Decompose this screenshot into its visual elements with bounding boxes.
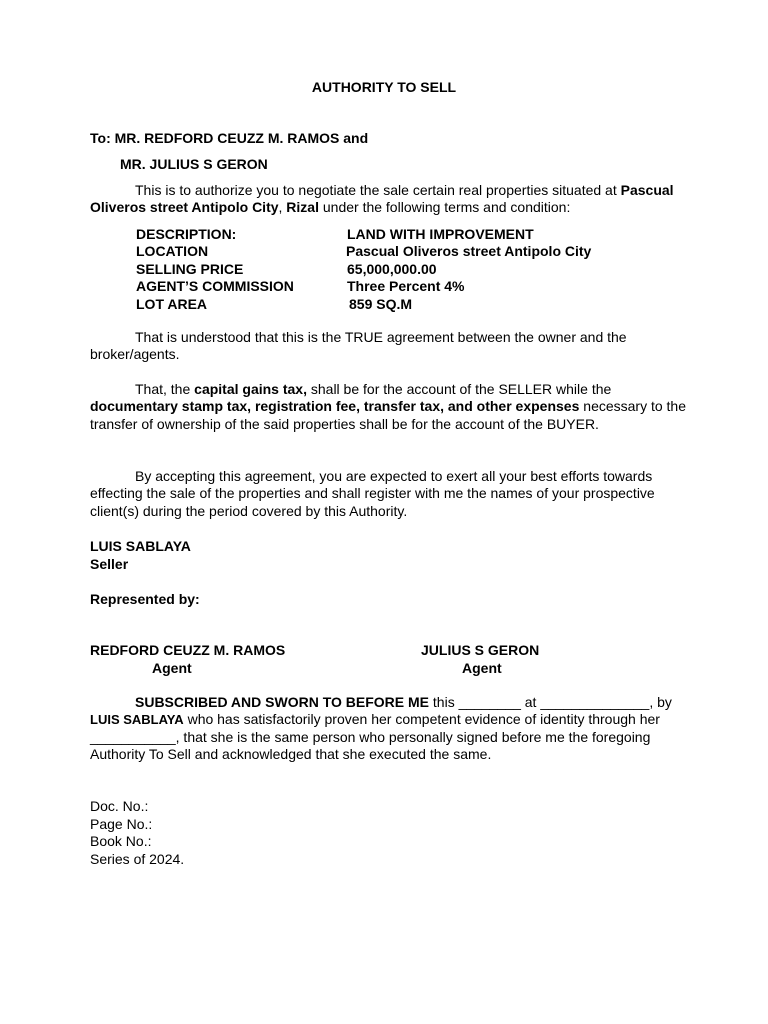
sworn-text-2: who has satisfactorily proven her competent evidence of identity through her ___________, that she is the same person who personally signed before me the foregoing Authority To Sell and acknowledged that she executed the same. (90, 711, 660, 763)
term-label-lot-area: LOT AREA (136, 296, 208, 312)
term-value-lot-area: 859 SQ.M (349, 296, 413, 312)
term-label-selling-price: SELLING PRICE (136, 261, 244, 277)
intro-paragraph (90, 182, 690, 217)
intro-comma: , (278, 199, 287, 216)
agent1-role: Agent (152, 660, 192, 676)
agent2-name: JULIUS S GERON (421, 642, 540, 658)
addressee-line-1: To: MR. REDFORD CEUZZ M. RAMOS and (90, 130, 369, 146)
term-value-commission: Three Percent 4% (347, 278, 465, 294)
sworn-text-1: this ________ at ______________, by (429, 694, 672, 710)
agent2-role: Agent (462, 660, 502, 676)
seller-role: Seller (90, 556, 129, 572)
book-no-label: Book No.: (90, 833, 152, 849)
page-no-label: Page No.: (90, 816, 153, 832)
tax-text-3: necessary to the transfer of ownership of the said properties shall be for the account of the BUYER. (90, 398, 687, 432)
document-title: AUTHORITY TO SELL (311, 79, 457, 95)
series-label: Series of 2024. (90, 851, 185, 867)
accept-paragraph: By accepting this agreement, you are expected to exert all your best efforts towards effecting the sale of the properties and shall register with me the names of your prospective client(s) during the period covered by this Authority. (90, 468, 655, 519)
term-label-location: LOCATION (136, 243, 209, 259)
sworn-paragraph (90, 694, 690, 764)
sworn-heading: SUBSCRIBED AND SWORN TO BEFORE ME (135, 694, 430, 710)
term-value-location: Pascual Oliveros street Antipolo City (346, 243, 592, 259)
tax-text-2: shall be for the account of the SELLER while the (306, 381, 612, 397)
sworn-seller-name: LUIS SABLAYA (90, 712, 184, 728)
intro-text-2: under the following terms and condition: (318, 199, 571, 216)
intro-province: Rizal (286, 199, 319, 216)
intro-location: Pascual Oliveros street Antipolo City (90, 182, 674, 216)
agent1-name: REDFORD CEUZZ M. RAMOS (90, 642, 286, 658)
term-value-description: LAND WITH IMPROVEMENT (347, 226, 534, 242)
true-agreement-paragraph: That is understood that this is the TRUE agreement between the owner and the broker/agents. (90, 329, 627, 363)
addressee-line-2: MR. JULIUS S GERON (120, 156, 268, 172)
tax-buyer-expenses: documentary stamp tax, registration fee, transfer tax, and other expenses (90, 398, 580, 415)
term-value-selling-price: 65,000,000.00 (347, 261, 437, 277)
tax-text-1: That, the (135, 381, 195, 397)
seller-name: LUIS SABLAYA (90, 538, 191, 554)
intro-text-1: This is to authorize you to negotiate the sale certain real properties situated at (135, 182, 621, 198)
tax-paragraph (90, 381, 690, 433)
term-label-description: DESCRIPTION: (136, 226, 237, 242)
doc-no-label: Doc. No.: (90, 798, 149, 814)
represented-by-label: Represented by: (90, 591, 200, 607)
term-label-commission: AGENT’S COMMISSION (136, 278, 294, 294)
tax-capital-gains: capital gains tax, (194, 381, 307, 397)
